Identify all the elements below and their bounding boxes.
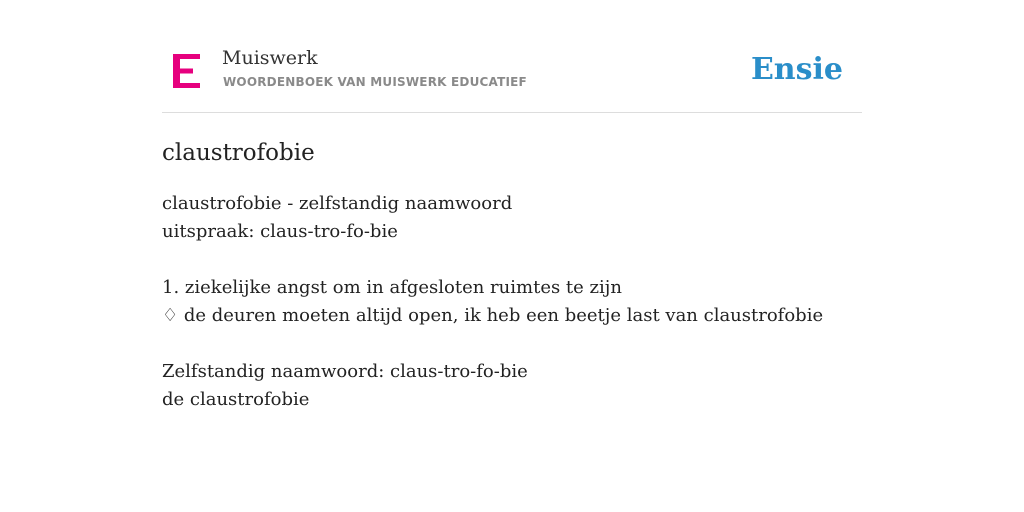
example-line: ♢ de deuren moeten altijd open, ik heb een beetje last van claustrofobie — [162, 305, 824, 326]
definition-line: 1. ziekelijke angst om in afgesloten ruimtes te zijn — [162, 277, 622, 298]
ensie-logo[interactable]: Ensie — [750, 52, 843, 87]
entry-body — [162, 190, 862, 414]
muiswerk-e-logo-icon[interactable] — [173, 54, 200, 88]
article-form-line: de claustrofobie — [162, 389, 310, 410]
spacer — [162, 246, 862, 274]
pronunciation-line: uitspraak: claus-tro-fo-bie — [162, 221, 398, 242]
part-of-speech-line: claustrofobie - zelfstandig naamwoord — [162, 193, 513, 214]
header — [162, 40, 862, 113]
grammar-line: Zelfstandig naamwoord: claus-tro-fo-bie — [162, 361, 528, 382]
page-title: claustrofobie — [162, 140, 315, 166]
source-subtitle: WOORDENBOEK VAN MUISWERK EDUCATIEF — [223, 75, 527, 89]
spacer — [162, 330, 862, 358]
source-name[interactable]: Muiswerk — [222, 47, 318, 69]
